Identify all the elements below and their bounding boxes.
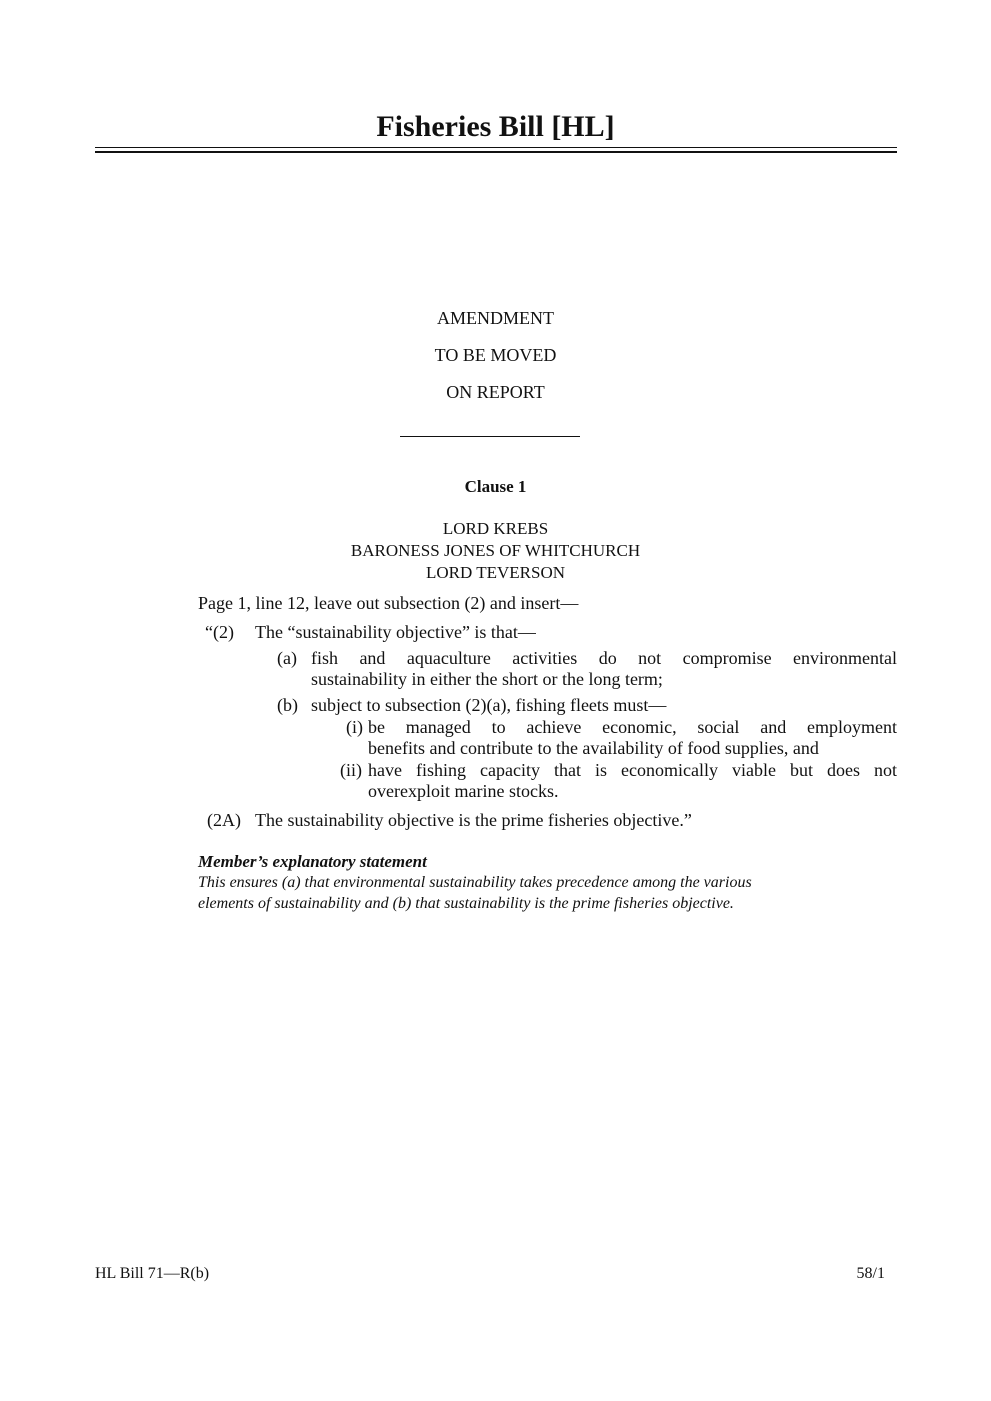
sponsor: LORD KREBS (442, 519, 549, 538)
document-title: Fisheries Bill [HL] (376, 110, 615, 143)
subparagraph-number: (ii) (340, 760, 362, 780)
paragraph-text: subject to subsection (2)(a), fishing fleets must— (311, 695, 667, 715)
title-rule-thin (95, 147, 897, 148)
section-divider (400, 436, 580, 437)
sponsor: BARONESS JONES OF WHITCHURCH (350, 541, 641, 560)
subsection-text: The “sustainability objective” is that— (255, 622, 536, 642)
sponsor: LORD TEVERSON (426, 563, 565, 582)
footer-page-ref: 58/1 (856, 1265, 885, 1282)
amendment-instruction: Page 1, line 12, leave out subsection (2) and insert— (198, 593, 579, 613)
explanatory-text: elements of sustainability and (b) that sustainability is the prime fisheries objective. (198, 895, 734, 912)
explanatory-heading: Member’s explanatory statement (198, 852, 427, 871)
heading-amendment: AMENDMENT (437, 308, 554, 328)
subsection-number: (2A) (207, 810, 241, 830)
heading-to-be-moved: TO BE MOVED (434, 345, 557, 365)
explanatory-text: This ensures (a) that environmental sustainability takes precedence among the various (198, 874, 752, 891)
heading-on-report: ON REPORT (446, 382, 545, 402)
title-rule-thick (95, 151, 897, 153)
paragraph-number: (b) (277, 695, 298, 715)
paragraph-number: (a) (277, 648, 297, 668)
clause-heading: Clause 1 (464, 477, 527, 496)
subparagraph-text: be managed to achieve economic, social and employment (368, 717, 897, 737)
paragraph-text: fish and aquaculture activities do not compromise environmental (311, 648, 897, 668)
subsection-text: The sustainability objective is the prime fisheries objective.” (255, 810, 692, 830)
subparagraph-number: (i) (346, 717, 363, 737)
subparagraph-text: have fishing capacity that is economically viable but does not (368, 760, 897, 780)
subsection-number: “(2) (205, 622, 234, 642)
paragraph-text: sustainability in either the short or the long term; (311, 669, 663, 689)
footer-bill-number: HL Bill 71—R(b) (95, 1265, 210, 1282)
subparagraph-text: overexploit marine stocks. (368, 781, 559, 801)
subparagraph-text: benefits and contribute to the availability of food supplies, and (368, 738, 819, 758)
